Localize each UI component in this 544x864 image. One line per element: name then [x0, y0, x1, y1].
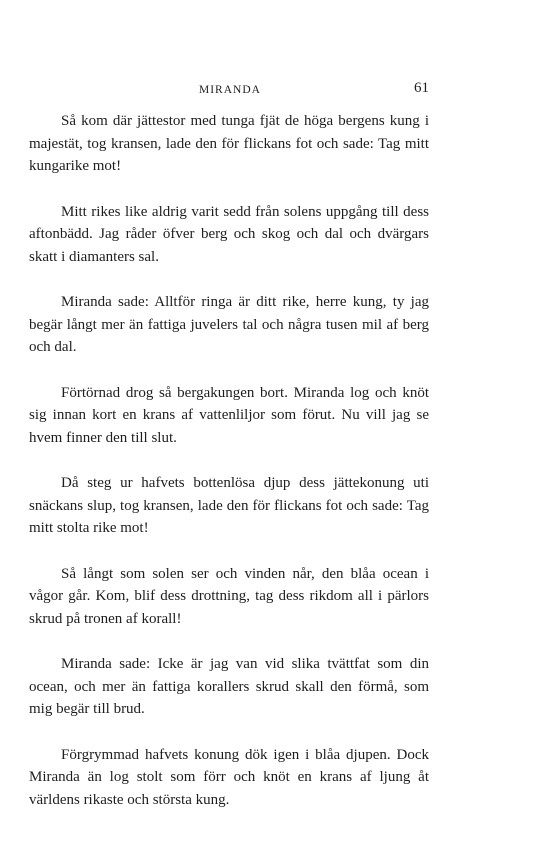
paragraph: Miranda sade: Icke är jag van vid slika tvättfat som din ocean, och mer än fattiga korallers skrud skall den förmå, som mig begär till brud.: [29, 656, 429, 717]
paragraph: Förtörnad drog så bergakungen bort. Miranda log och knöt sig innan kort en krans af vattenliljor som förut. Nu vill jag se hvem finner den till slut.: [29, 384, 429, 446]
paragraph: Förgrymmad hafvets konung dök igen i blåa djupen. Dock Miranda än log stolt som förr och knöt en krans af ljung åt världens rikaste och största kung.: [29, 746, 429, 808]
page-number: 61: [414, 80, 429, 96]
paragraph: Miranda sade: Alltför ringa är ditt rike, herre kung, ty jag begär långt mer än fattiga juvelers tal och några tusen mil af berg och dal.: [29, 294, 429, 355]
running-head: MIRANDA: [199, 84, 261, 96]
paragraph: Då steg ur hafvets bottenlösa djup dess jättekonung uti snäckans slup, tog kransen, lade den för flickans fot och sade: Tag mitt stolta rike mot!: [29, 475, 429, 536]
paragraph: Mitt rikes like aldrig varit sedd från solens uppgång till dess aftonbädd. Jag råder öfver berg och skog och dal och dvärgars skatt i diamanters sal.: [29, 203, 429, 265]
body-text: [29, 110, 429, 811]
paragraph: Så kom där jättestor med tunga fjät de höga bergens kung i majestät, tog kransen, lade den för flickans fot och sade: Tag mitt kungarike mot!: [29, 113, 429, 174]
page-header: [29, 80, 429, 110]
book-page: [29, 80, 429, 811]
paragraph: Så långt som solen ser och vinden når, den blåa ocean i vågor går. Kom, blif dess drottning, tag dess rikdom all i pärlors skrud på tronen af korall!: [29, 565, 429, 627]
